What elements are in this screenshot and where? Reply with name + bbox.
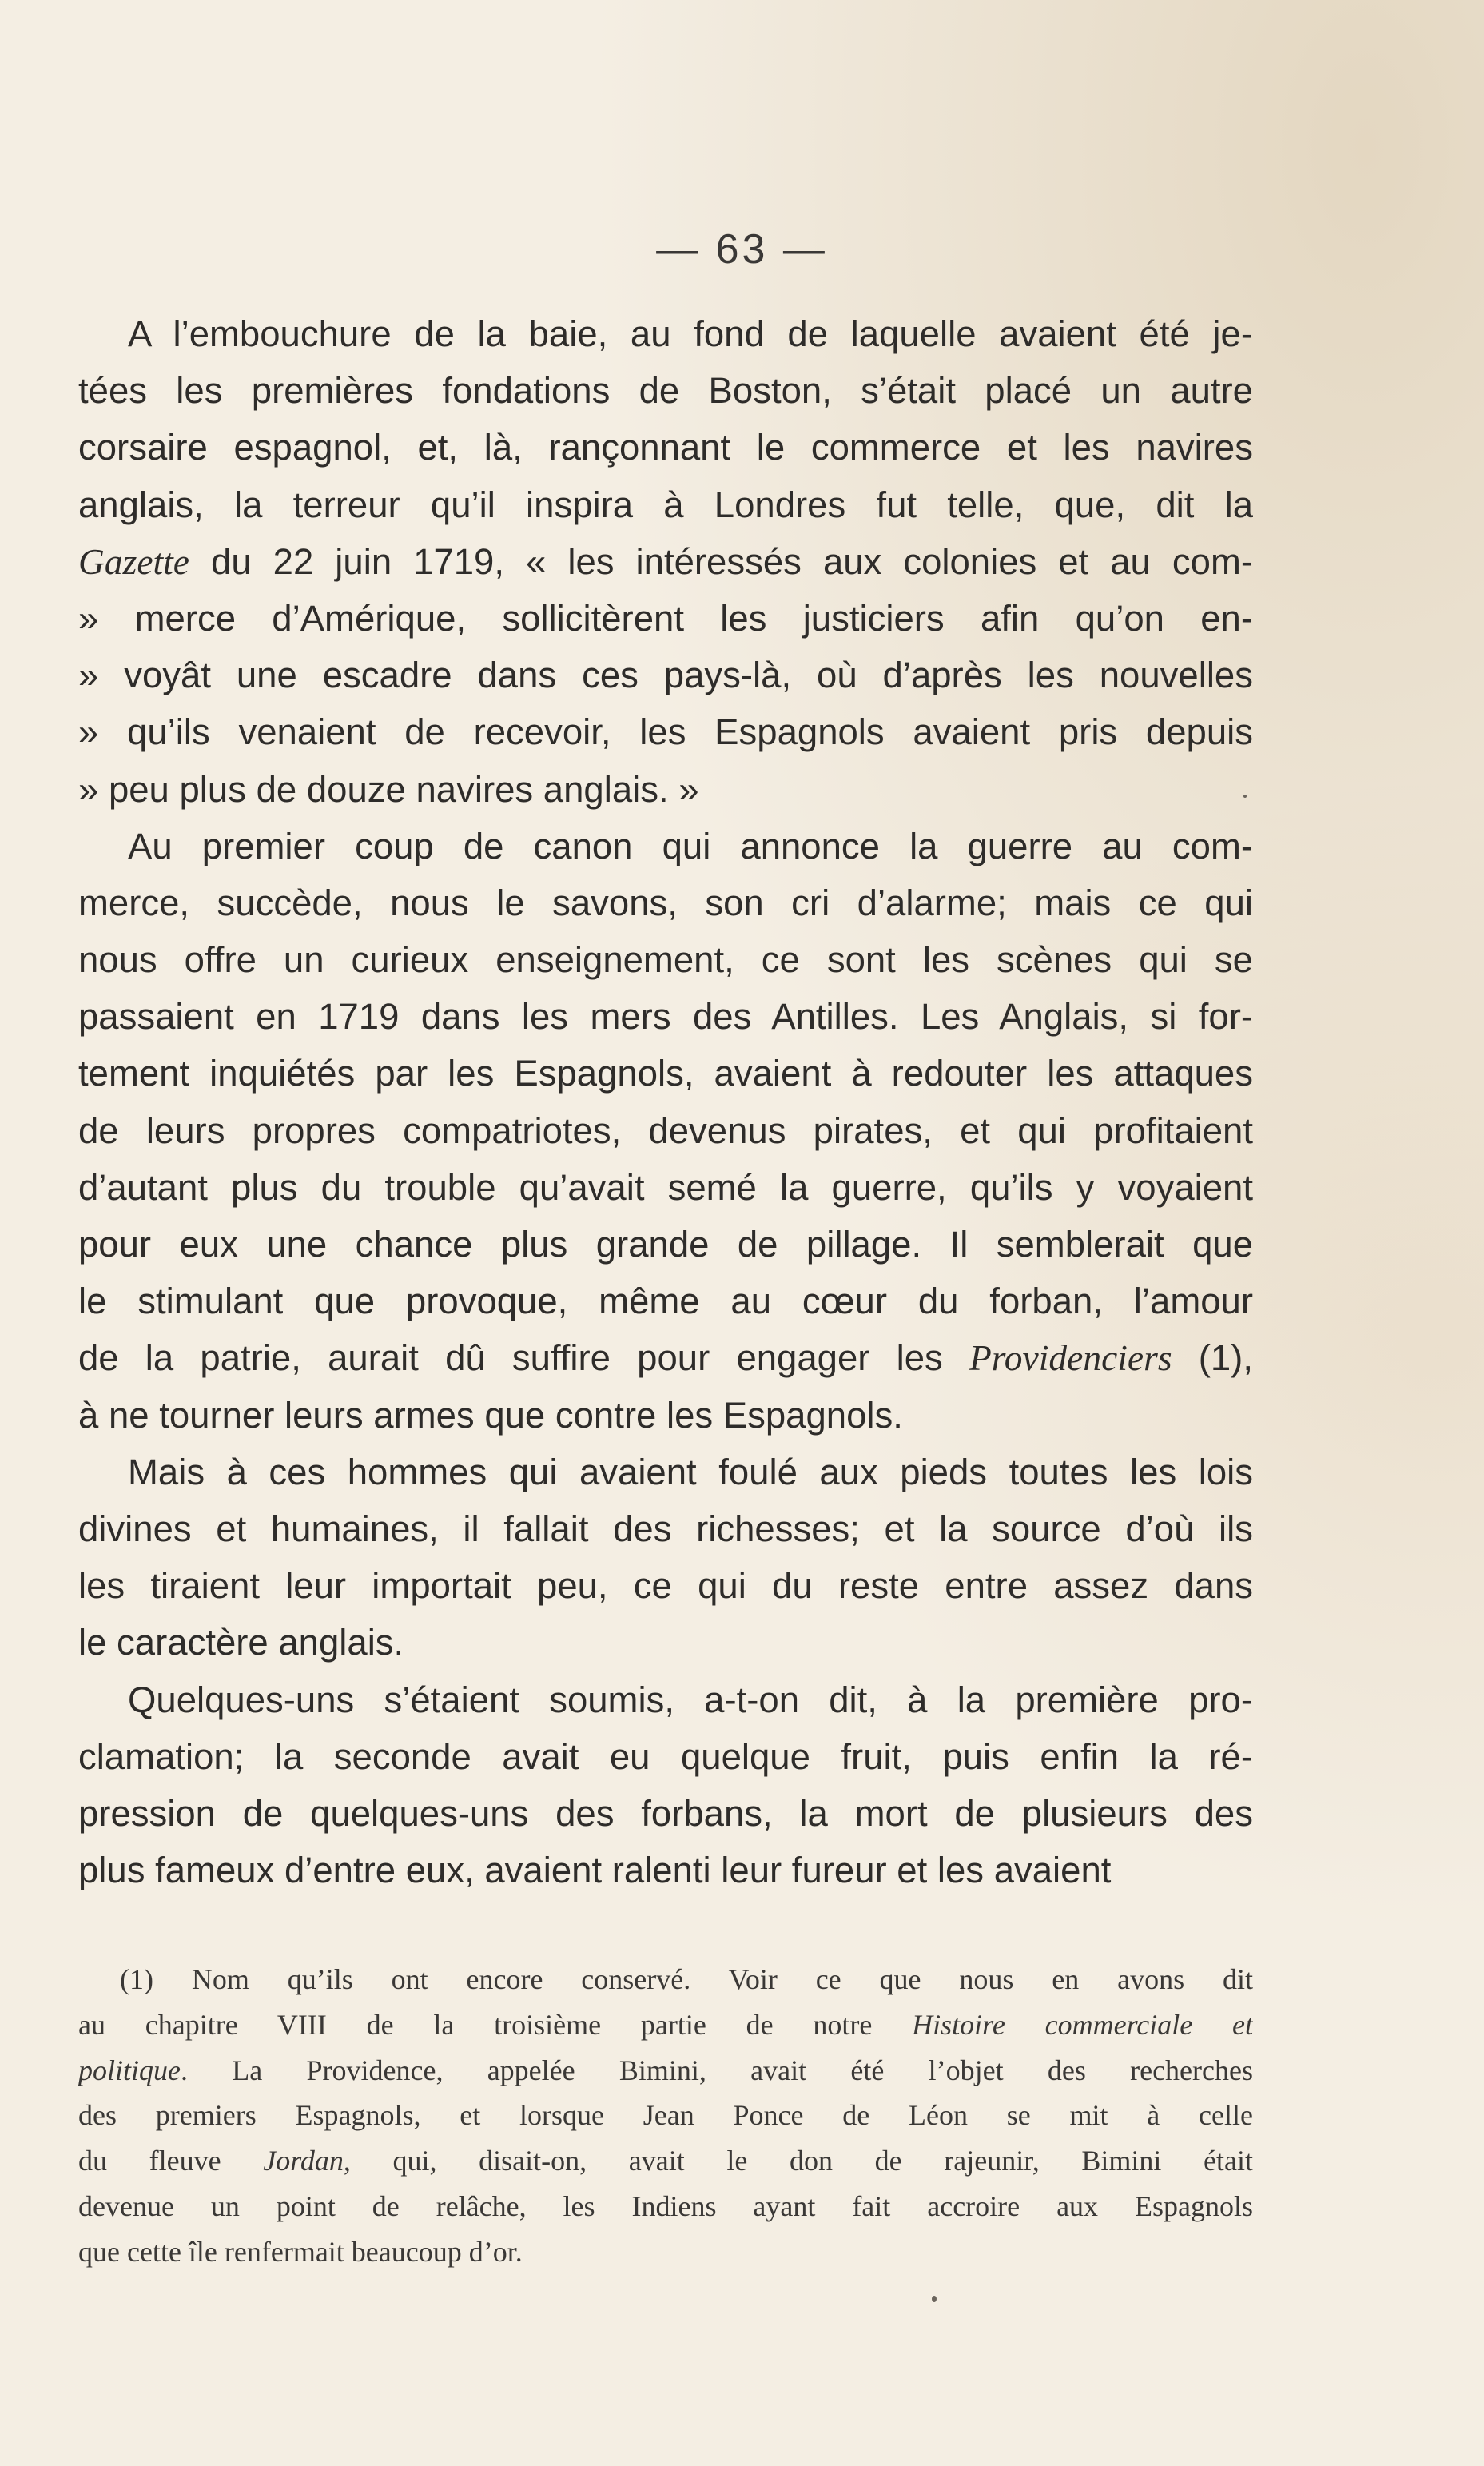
footnotes [78, 1957, 1253, 2275]
line-text: à ne tourner leurs armes que contre les Espagnols. [78, 1394, 903, 1436]
footnote-line [78, 2048, 1253, 2094]
text-line [78, 590, 1253, 647]
line-text: anglais, la terreur qu’il inspira à Londres fut telle, que, dit la [78, 484, 1253, 525]
line-text: Au premier coup de canon qui annonce la guerre au com- [128, 825, 1253, 866]
line-text: d’autant plus du trouble qu’avait semé la guerre, qu’ils y voyaient [78, 1166, 1253, 1208]
line-text: . La Providence, appelée Bimini, avait été l’objet des recherches [181, 2054, 1253, 2086]
ink-speck [932, 2296, 937, 2302]
text-line [78, 476, 1253, 533]
line-text: (1), [1172, 1337, 1253, 1379]
line-text: nous offre un curieux enseignement, ce sont les scènes qui se [78, 939, 1253, 981]
ink-speck [1243, 795, 1247, 798]
italic-text: Histoire commerciale et [912, 2008, 1253, 2041]
line-text: , qui, disait-on, avait le don de rajeunir, Bimini était [343, 2145, 1253, 2177]
text-line [78, 1557, 1253, 1614]
text-line [78, 533, 1253, 590]
footnote-line [78, 2002, 1253, 2048]
line-text: que cette île renfermait beaucoup d’or. [78, 2235, 523, 2268]
text-line [78, 1671, 1253, 1728]
body-text [78, 305, 1253, 1898]
line-text: les tiraient leur importait peu, ce qui du reste entre assez dans [78, 1565, 1253, 1607]
text-line [78, 1614, 1253, 1671]
line-text: divines et humaines, il fallait des richesses; et la source d’où ils [78, 1508, 1253, 1549]
line-text: de la patrie, aurait dû suffire pour engager les [78, 1337, 969, 1379]
text-line [78, 1387, 1253, 1444]
line-text: tées les premières fondations de Boston, s’était placé un autre [78, 370, 1253, 412]
line-text: tement inquiétés par les Espagnols, avaient à redouter les attaques [78, 1053, 1253, 1094]
text-line [78, 761, 1253, 818]
line-text: clamation; la seconde avait eu quelque fruit, puis enfin la ré- [78, 1735, 1253, 1777]
line-text: le caractère anglais. [78, 1622, 404, 1663]
text-line [78, 874, 1253, 931]
line-text: du fleuve [78, 2145, 264, 2177]
line-text: (1) Nom qu’ils ont encore conservé. Voir ce que nous en avons dit [120, 1963, 1253, 1995]
line-text: pour eux une chance plus grande de pillage. Il semblerait que [78, 1224, 1253, 1265]
text-line [78, 703, 1253, 760]
text-line [78, 1045, 1253, 1102]
text-line [78, 419, 1253, 476]
text-line [78, 988, 1253, 1045]
line-text: » peu plus de douze navires anglais. » [78, 768, 699, 810]
italic-text: Providenciers [969, 1337, 1172, 1379]
text-line [78, 362, 1253, 419]
line-text: plus fameux d’entre eux, avaient ralenti leur fureur et les avaient [78, 1850, 1112, 1891]
line-text: au chapitre VIII de la troisième partie de notre [78, 2008, 913, 2041]
text-line [78, 1842, 1253, 1898]
text-line [78, 647, 1253, 703]
text-line [78, 1329, 1253, 1386]
text-line [78, 1785, 1253, 1842]
line-text: le stimulant que provoque, même au cœur du forban, l’amour [78, 1281, 1253, 1322]
footnote-line [78, 2229, 1253, 2275]
line-text: A l’embouchure de la baie, au fond de laquelle avaient été je- [128, 313, 1253, 354]
line-text: corsaire espagnol, et, là, rançonnant le commerce et les navires [78, 427, 1253, 468]
footnote-line [78, 2138, 1253, 2184]
text-line [78, 1273, 1253, 1329]
italic-text: Jordan [263, 2145, 344, 2177]
text-line [78, 931, 1253, 988]
line-text: de leurs propres compatriotes, devenus pirates, et qui profitaient [78, 1110, 1253, 1151]
text-line [78, 1216, 1253, 1273]
line-text: » voyât une escadre dans ces pays-là, où d’après les nouvelles [78, 655, 1253, 696]
line-text: merce, succède, nous le savons, son cri d’alarme; mais ce qui [78, 882, 1253, 923]
italic-text: politique [78, 2054, 181, 2086]
line-text: pression de quelques-uns des forbans, la mort de plusieurs des [78, 1792, 1253, 1834]
text-line [78, 1444, 1253, 1500]
line-text: devenue un point de relâche, les Indiens ayant fait accroire aux Espagnols [78, 2189, 1253, 2222]
text-line [78, 1728, 1253, 1785]
line-text: Quelques-uns s’étaient soumis, a-t-on dit, à la première pro- [128, 1679, 1253, 1720]
line-text: Mais à ces hommes qui avaient foulé aux pieds toutes les lois [128, 1451, 1253, 1492]
text-line [78, 818, 1253, 874]
page-number: — 63 — [656, 226, 828, 273]
footnote-line [78, 2093, 1253, 2138]
text-line [78, 1102, 1253, 1159]
line-text: passaient en 1719 dans les mers des Antilles. Les Anglais, si for- [78, 996, 1253, 1038]
text-line [78, 1500, 1253, 1557]
text-line [78, 1159, 1253, 1216]
footnote-line [78, 2184, 1253, 2229]
line-text: » merce d’Amérique, sollicitèrent les justiciers afin qu’on en- [78, 597, 1253, 639]
line-text: des premiers Espagnols, et lorsque Jean Ponce de Léon se mit à celle [78, 2099, 1253, 2132]
italic-text: Gazette [78, 540, 189, 582]
line-text: » qu’ils venaient de recevoir, les Espagnols avaient pris depuis [78, 711, 1253, 753]
footnote-line [78, 1957, 1253, 2002]
line-text: du 22 juin 1719, « les intéressés aux colonies et au com- [189, 540, 1253, 582]
text-line [78, 305, 1253, 362]
